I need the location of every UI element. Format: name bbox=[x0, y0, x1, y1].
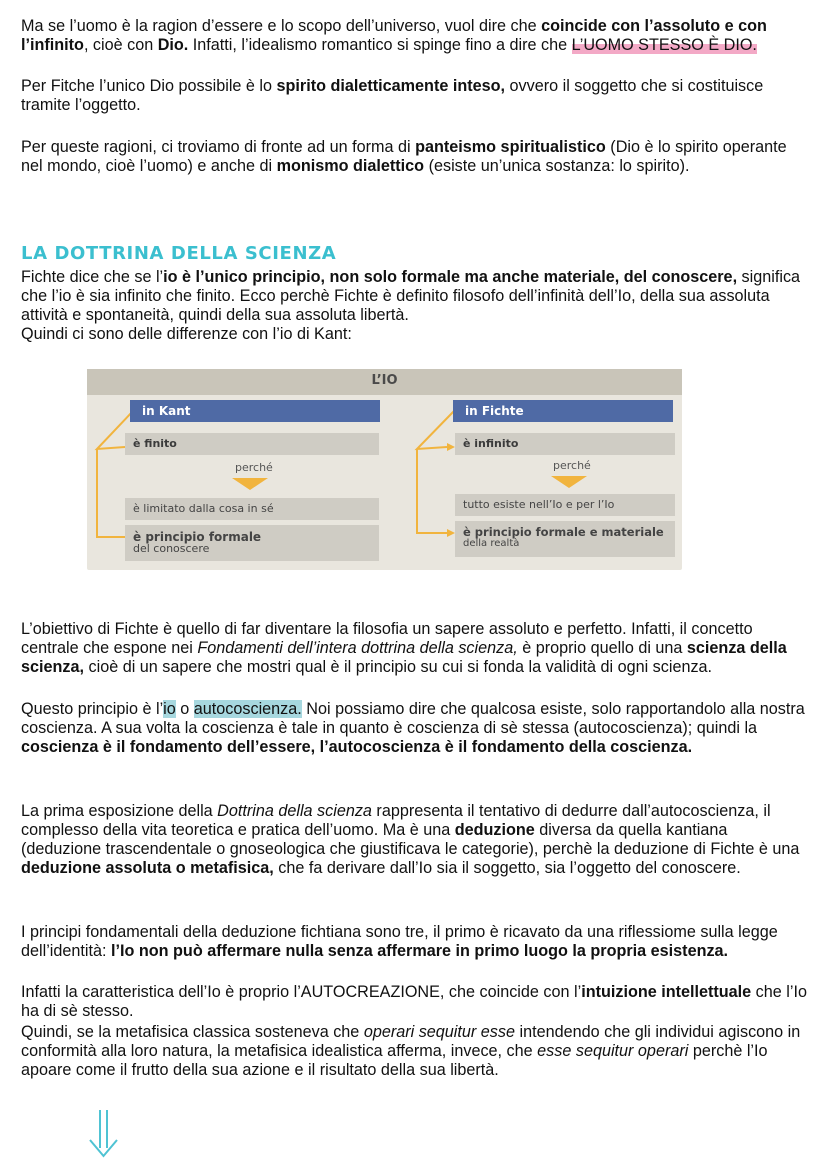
io-comparison-figure bbox=[87, 369, 682, 570]
bold-text: deduzione assoluta o metafisica, bbox=[21, 859, 274, 877]
bold-text: coscienza è il fondamento dell’essere, l’autocoscienza è il fondamento della coscienza. bbox=[21, 738, 693, 756]
text: significa che l’io è sia infinito che finito. Ecco perchè Fichte è definito filosofo dell’infinità dell’Io, della sua assoluta attività e spontaneità, quindi della sua assoluta libertà. bbox=[21, 268, 801, 324]
text: o bbox=[175, 700, 194, 718]
paragraph-1 bbox=[21, 17, 811, 55]
bold-text: monismo dialettico bbox=[276, 157, 425, 175]
kant-limited-box: è limitato dalla cosa in sé bbox=[125, 498, 379, 520]
text: L’obiettivo di Fichte è quello di far diventare la filosofia un sapere assoluto e perfetto. Infatti, il concetto centrale che espone nei bbox=[21, 620, 753, 657]
paragraph-8 bbox=[21, 923, 811, 961]
paragraph-6 bbox=[21, 700, 811, 757]
fichte-all-box: tutto esiste nell’Io e per l’Io bbox=[455, 494, 675, 516]
connector-line bbox=[417, 411, 454, 449]
arrow-head bbox=[447, 443, 455, 451]
text: Per queste ragioni, ci troviamo di fronte ad un forma di bbox=[21, 138, 416, 156]
paragraph-9 bbox=[21, 983, 811, 1021]
bold-text: intuizione intellettuale bbox=[581, 983, 752, 1001]
text: Quindi ci sono delle differenze con l’io di Kant: bbox=[21, 325, 352, 343]
connector-line bbox=[417, 449, 447, 533]
italic-text: Dottrina della scienza bbox=[217, 802, 372, 820]
bold-text: l’Io non può affermare nulla senza affermare in primo luogo la propria esistenza. bbox=[111, 942, 729, 960]
fichte-header: in Fichte bbox=[453, 400, 673, 422]
kant-why-label: perché bbox=[235, 461, 273, 474]
arrow-head bbox=[447, 529, 455, 537]
italic-text: esse sequitur operari bbox=[537, 1042, 689, 1060]
bold-text: deduzione bbox=[454, 821, 535, 839]
bold-text: panteismo spiritualistico bbox=[415, 138, 606, 156]
text: che l’Io ha di sè stesso. bbox=[21, 983, 807, 1020]
text: Fichte dice che se l’ bbox=[21, 268, 164, 286]
text: cioè di un sapere che mostri qual è il principio su cui si fonda la validità di ogni scienza. bbox=[84, 658, 713, 676]
section-heading: LA DOTTRINA DELLA SCIENZA bbox=[21, 243, 337, 264]
kant-finite-box: è finito bbox=[125, 433, 379, 455]
text: , cioè con bbox=[83, 36, 158, 54]
text: rappresenta il tentativo di dedurre dall’autocoscienza, il complesso della vita teoretica e pratica dell’uomo. Ma è una bbox=[21, 802, 771, 839]
text: Noi possiamo dire che qualcosa esiste, solo rapportandolo alla nostra coscienza. A sua volta la coscienza è tale in quanto è coscienza di sè stessa (autocoscienza); quindi la bbox=[21, 700, 805, 737]
bold-text: spirito dialetticamente inteso, bbox=[276, 77, 506, 95]
italic-text: Fondamenti dell’intera dottrina della scienza, bbox=[197, 639, 518, 657]
text: La prima esposizione della bbox=[21, 802, 218, 820]
italic-text: operari sequitur esse bbox=[363, 1023, 515, 1041]
text: ovvero il soggetto che si costituisce tramite l’oggetto. bbox=[21, 77, 764, 114]
kant-header: in Kant bbox=[130, 400, 380, 422]
text: (esiste un’unica sostanza: lo spirito). bbox=[424, 157, 690, 175]
kant-principle-line1: è principio formale bbox=[133, 530, 262, 544]
text: Infatti la caratteristica dell’Io è proprio l’AUTOCREAZIONE, che coincide con l’ bbox=[21, 983, 582, 1001]
text: Per Fitche l’unico Dio possibile è lo bbox=[21, 77, 277, 95]
kant-principle-box bbox=[125, 525, 379, 561]
text: Quindi, se la metafisica classica sosteneva che bbox=[21, 1023, 364, 1041]
bold-text: Dio. bbox=[157, 36, 189, 54]
fichte-infinite-box: è infinito bbox=[455, 433, 675, 455]
text: I principi fondamentali della deduzione fichtiana sono tre, il primo è ricavato da una riflessiome sulla legge dell’identità: bbox=[21, 923, 778, 960]
highlighted-text: autocoscienza. bbox=[193, 700, 302, 718]
fichte-why-label: perché bbox=[553, 459, 591, 472]
bold-text: io è l’unico principio, non solo formale ma anche materiale, del conoscere, bbox=[163, 268, 738, 286]
paragraph-4 bbox=[21, 268, 811, 344]
text: diversa da quella kantiana (deduzione trascendentale o gnoseologica che giustificava le categorie), perchè la deduzione di Fichte è una bbox=[21, 821, 800, 858]
text: Questo principio è l’ bbox=[21, 700, 164, 718]
text: che fa derivare dall’Io sia il soggetto, sia l’oggetto del conoscere. bbox=[273, 859, 741, 877]
text: (Dio è lo spirito operante nel mondo, cioè l’uomo) e anche di bbox=[21, 138, 787, 175]
bold-text: scienza della scienza, bbox=[21, 639, 787, 676]
bold-text: coincide con l’assoluto e con l’infinito bbox=[21, 17, 767, 54]
text: intendendo che gli individui agiscono in conformità alla loro natura, la metafisica idealistica afferma, invece, che bbox=[21, 1023, 801, 1060]
highlighted-text: io bbox=[163, 700, 176, 718]
kant-why-arrow bbox=[232, 478, 268, 490]
text: è proprio quello di una bbox=[517, 639, 687, 657]
text: Infatti, l’idealismo romantico si spinge fino a dire che bbox=[188, 36, 572, 54]
connector-line bbox=[97, 449, 125, 537]
paragraph-10 bbox=[21, 1023, 811, 1080]
fichte-why-arrow bbox=[551, 476, 587, 488]
figure-title: L’IO bbox=[371, 373, 398, 388]
text: Ma se l’uomo è la ragion d’essere e lo scopo dell’universo, vuol dire che bbox=[21, 17, 542, 35]
fichte-principle-line2: della realtà bbox=[463, 538, 520, 549]
fichte-principle-box bbox=[455, 521, 675, 557]
fichte-principle-line1: è principio formale e materiale bbox=[463, 525, 664, 539]
paragraph-7 bbox=[21, 802, 811, 878]
double-down-arrow-icon bbox=[88, 1108, 120, 1160]
text: perchè l’Io apoare come il frutto della sua azione e il risultato della sua libertà. bbox=[21, 1042, 768, 1079]
highlighted-text: L’UOMO STESSO È DIO. bbox=[571, 36, 757, 54]
paragraph-2 bbox=[21, 77, 811, 115]
kant-principle-line2: del conoscere bbox=[133, 542, 210, 555]
paragraph-3 bbox=[21, 138, 811, 176]
paragraph-5 bbox=[21, 620, 811, 677]
